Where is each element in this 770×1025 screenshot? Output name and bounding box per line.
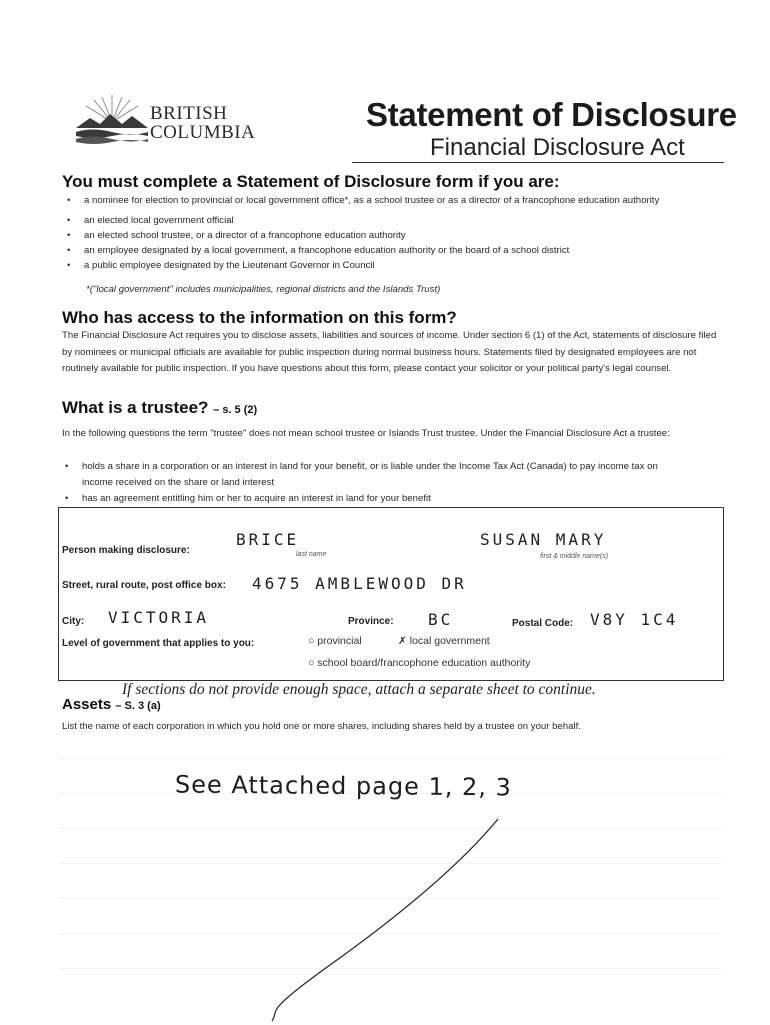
list-item: • an elected local government official [64,213,714,228]
assets-heading-text: Assets [62,696,112,713]
level-option-provincial[interactable] [308,635,362,647]
person-label: Person making disclosure: [62,545,190,556]
assets-handwritten-note: See Attached page 1, 2, 3 [174,770,512,802]
postal-code-field[interactable]: V8Y 1C4 [590,610,679,629]
level-option-local-government[interactable] [398,635,490,647]
bc-logo-text [150,104,255,142]
level-option-school-board[interactable] [308,657,530,669]
last-name-field[interactable]: BRICE [236,530,300,549]
list-item: • an elected school trustee, or a director of a francophone education authority [64,228,714,243]
province-field[interactable]: BC [428,610,454,629]
trustee-heading [62,398,257,418]
title-divider [352,162,724,163]
radio-unchecked-icon: ○ [308,657,315,669]
list-item: • a nominee for election to provincial or local government office*, as a school trustee or as a director of a francophone education authority [64,196,714,213]
street-field[interactable]: 4675 AMBLEWOOD DR [252,574,467,593]
page-subtitle: Financial Disclosure Act [430,134,685,161]
logo-line-2: COLUMBIA [150,122,256,143]
logo-line-1: BRITISH [150,103,228,124]
list-item: • has an agreement entitling him or her to acquire an interest in land for your benefit [62,491,682,506]
list-item: • an employee designated by a local government, a francophone education authority or the board of a school district [64,243,714,258]
strike-line-icon [260,815,510,1025]
street-label: Street, rural route, post office box: [62,580,226,591]
city-field[interactable]: VICTORIA [108,608,210,627]
level-label: Level of government that applies to you: [62,638,255,649]
list-item: • holds a share in a corporation or an interest in land for your benefit, or is liable under the Income Tax Act (Canada) to pay income tax on income received on the share or land interest [62,459,682,491]
attach-sheet-note: If sections do not provide enough space, attach a separate sheet to continue. [122,681,596,698]
must-complete-list [64,196,714,274]
option-label: local government [409,635,490,647]
option-label: school board/francophone education authority [317,657,531,669]
must-complete-heading: You must complete a Statement of Disclosure form if you are: [62,172,560,191]
assets-instruction: List the name of each corporation in which you hold one or more shares, including shares held by a trustee on your behalf. [62,721,581,732]
last-name-hint: last name [296,551,327,558]
trustee-intro: In the following questions the term "trustee" does not mean school trustee or Islands Trust trustee. Under the Financial Disclosure Act a trustee: [62,428,670,439]
trustee-list [62,459,682,506]
province-label: Province: [348,616,394,627]
first-names-field[interactable]: SUSAN MARY [480,530,607,549]
assets-section-ref: – S. 3 (a) [115,700,161,712]
access-paragraph: The Financial Disclosure Act requires you to disclose assets, liabilities and sources of income. Under section 6 (1) of the Act, statements of disclosure filed by nominees or municipal officials are available for public inspection during normal business hours. Statements filed by designated employees are not routinely available for public inspection. If you have questions about this form, please contact your solicitor or your political party's legal counsel. [62,330,717,374]
assets-heading [62,696,161,713]
city-label: City: [62,616,85,627]
option-label: provincial [317,635,362,647]
first-names-hint: first & middle name(s) [540,553,609,560]
trustee-heading-text: What is a trustee? [62,398,209,417]
local-government-footnote: *("local government" includes municipalities, regional districts and the Islands Trust) [86,284,441,295]
access-heading: Who has access to the information on this form? [62,308,457,327]
disclosure-form-box [58,507,724,681]
checkmark-x-icon: ✗ [398,635,407,647]
radio-unchecked-icon: ○ [308,635,315,647]
page-title: Statement of Disclosure [366,96,737,133]
list-item: • a public employee designated by the Lieutenant Governor in Council [64,258,714,273]
postal-code-label: Postal Code: [512,618,574,629]
trustee-section-ref: – s. 5 (2) [213,404,258,416]
